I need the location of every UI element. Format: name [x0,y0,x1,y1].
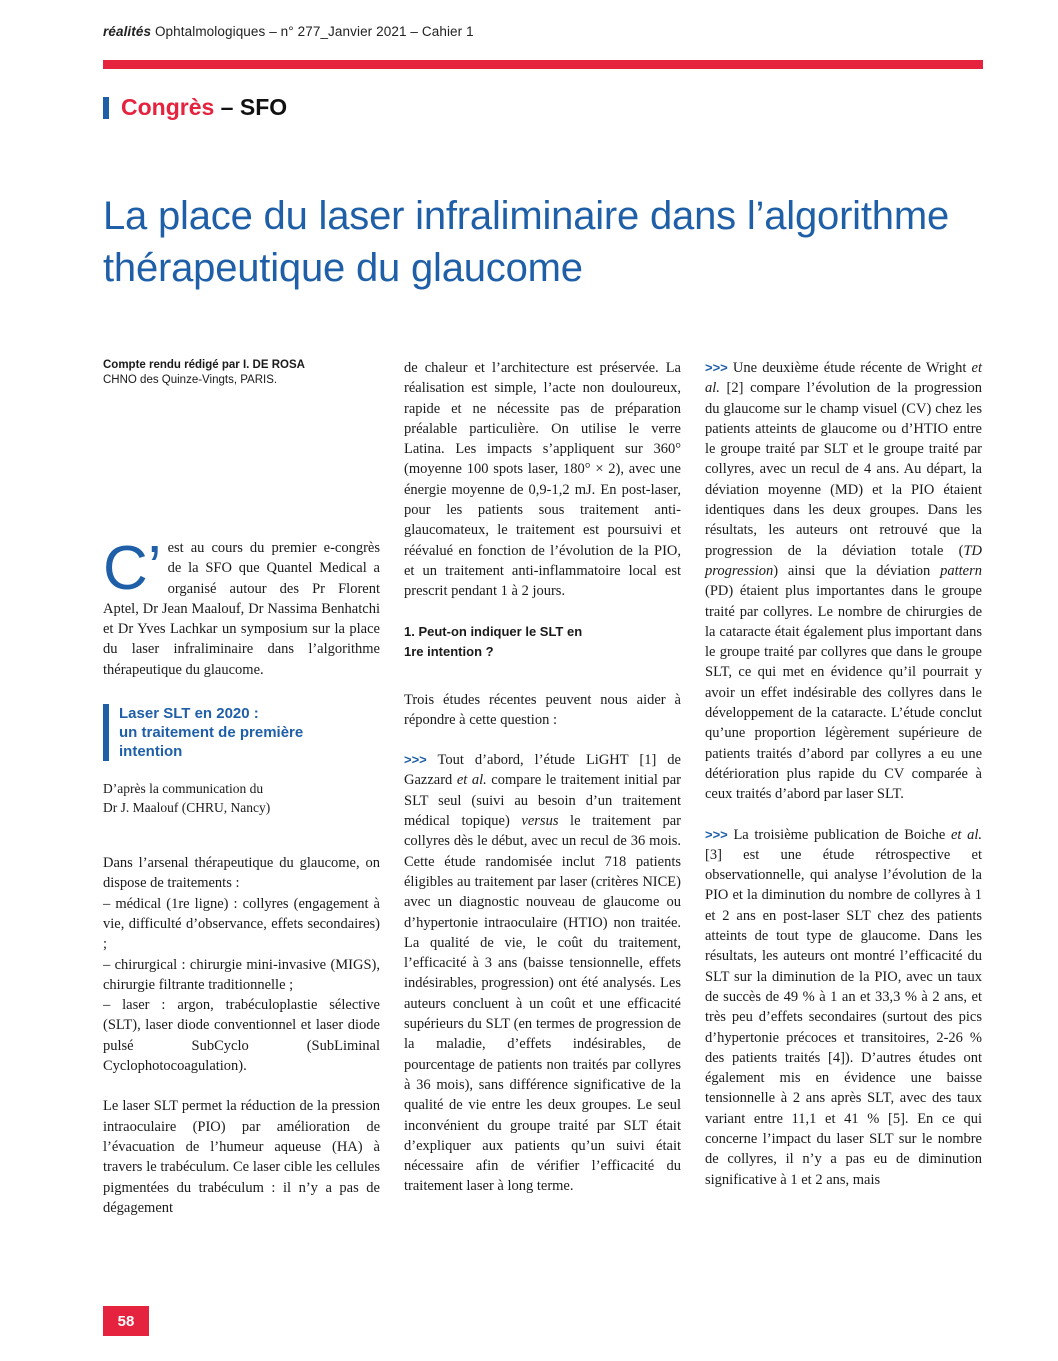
col3-paragraph-2: >>> La troisième publication de Boiche et al. [3] est une étude rétrospective et observationnelle, qui analyse l’évolution de la PIO et la diminution du nombre de collyres à 1 et 2 ans en post-laser SLT chez des patients atteints de tout type de glaucome. Dans les résultats, les auteurs ont montré l’efficacité du SLT sur la diminution de la PIO, avec un taux de succès de 49 % à 1 an et 33,3 % à 2 ans, et très peu d’effets secondaires (surtout des pics d’hypertonie précoces et transitoires, 2-26 % des patients traités [4]). D’autres études ont également mis en évidence une baisse tensionnelle à 2 ans après SLT, avec des taux variant entre 11,1 et 41 % [5]. En ce qui concerne l’impact du laser SLT sur le nombre de collyres, il n’y a pas eu de diminution significative à 1 et 2 ans, mais [705,826,982,1188]
section-marker [103,97,109,119]
byline-author: I. DE ROSA [242,359,305,371]
arrow-marker: >>> [404,752,427,768]
byline-affiliation: CHNO des Quinze-Vingts, PARIS. [103,374,278,386]
subheading-line-2: un traitement de première [119,724,304,742]
col2-paragraph-1: de chaleur et l’architecture est préservée. La réalisation est simple, l’acte non douloureux, rapide et ne nécessite pas de préparation préalable particulière. On utilise le verre Latina. Les impacts s’appliquent sur 360° (moyenne 100 spots laser, 180° × 2), avec une énergie moyenne de 0,9-1,2 mJ. En post-laser, pour les patients sous traitement anti-glaucomateux, le traitement est poursuivi et réévalué en fonction de l’évolution de la PIO, et un traitement anti-inflammatoire local est prescrit pendant 1 à 2 jours. [404,360,681,600]
journal-brand: réalités [103,24,152,39]
arrow-marker: >>> [705,826,728,842]
subheading [103,704,380,761]
running-header [103,24,474,39]
column-1 [103,358,380,1238]
article-title: La place du laser infraliminaire dans l’algorithme thérapeutique du glaucome [103,194,949,290]
col1-paragraph-1: Dans l’arsenal thérapeutique du glaucome, on dispose de traitements : – médical (1re ligne) : collyres (engagement à vie, difficulté d’observance, effets secondaires) ; – chirurgical : chirurgie mini-invasive (MIGS), chirurgie filtrante traditionnelle ; – laser : argon, trabéculoplastie sélective (SLT), laser diode conventionnel et laser diode pulsé SubCyclo (SubLiminal Cyclophotocoagulation). [103,855,380,1075]
col1-paragraph-2: Le laser SLT permet la réduction de la pression intraoculaire (PIO) par amélioration de l’évacuation de l’humeur aqueuse (HA) à travers le trabéculum. Ce laser cible les cellules pigmentées du trabéculum : il n’y a pas de dégagement [103,1098,380,1216]
column-2 [404,358,681,1217]
list-item-laser: – laser : argon, trabéculoplastie sélective (SLT), laser diode conventionnel et laser diode pulsé SubCyclo (SubLiminal Cyclophotocoagulation). [103,997,380,1075]
header-rule [103,60,983,69]
dropcap: C’ [103,534,162,603]
credit-line-1: D’après la communication du [103,781,264,797]
section-separator: – [214,94,240,120]
col3-paragraph-1: >>> Une deuxième étude récente de Wright et al. [2] compare l’évolution de la progression du glaucome sur le champ visuel (CV) chez les patients atteints de glaucome ou d’HTIO entre le groupe traité par SLT et le groupe traité par collyres, avec un recul de 4 ans. Au départ, la déviation moyenne (MD) et la PIO étaient identiques dans les deux groupes. Dans les résultats, les auteurs ont retrouvé que la progression de la déviation totale (TD progression) ainsi que la déviation pattern (PD) étaient plus importantes dans le groupe traité par collyres. Le nombre de chirurgies de la cataracte était également plus important dans le groupe traité par collyres que dans le groupe SLT, ce qui met en évidence qu’il pourrait y avoir un effet indésirable des collyres dans le développement de la cataracte. L’étude conclut qu’une proportion légèrement supérieure de patients traités d’abord par collyres a eu une détérioration plus rapide du CV comparée à ceux traités d’abord par laser SLT. [705,360,982,803]
column-3 [705,358,982,1210]
page-number: 58 [103,1306,149,1336]
arrow-marker: >>> [705,360,728,375]
subheading-line-1: Laser SLT en 2020 : [119,705,259,723]
col2-paragraph-2: Trois études récentes peuvent nous aider à répondre à cette question : [404,691,681,728]
list-item-medical: – médical (1re ligne) : collyres (engagement à vie, difficulté d’observance, effets secondaires) ; [103,895,380,953]
section-event: SFO [239,94,288,120]
credit [103,779,380,817]
section-label [103,94,287,121]
col2-paragraph-3: >>> Tout d’abord, l’étude LiGHT [1] de Gazzard et al. compare le traitement initial par SLT seul (suivi au besoin d’un traitement médical topique) versus le traitement par collyres dès le début, avec un recul de 36 mois. Cette étude randomisée inclut 718 patients éligibles au traitement par laser (critères NICE) avec un diagnostic nouveau de glaucome ou d’hypertonie intraoculaire (HTIO) non traitée. La qualité de vie, le coût du traitement, l’efficacité à 3 ans (baisse tensionnelle, effets indésirables, progression) ont été analysés. Les auteurs concluent à un coût et une efficacité supérieurs du SLT (en termes de progression de la maladie, d’effets indésirables, de pourcentage de patients non traités par collyres à 36 mois), sans différence significative de la qualité de vie entre les deux groupes. Le seul inconvénient du groupe traité par SLT était d’expliquer aux patients qu’un suivi était nécessaire afin de vérifier l’efficacité du traitement laser à long terme. [404,752,681,1195]
byline [103,358,380,388]
intro-text: est au cours du premier e-congrès de la SFO que Quantel Medical a organisé autour des Pr Florent Aptel, Dr Jean Maalouf, Dr Nassima Benhatchi et Dr Yves Lachkar un symposium sur la place du laser infraliminaire dans l’algorithme thérapeutique du glaucome. [103,540,380,678]
intro-paragraph [103,534,380,680]
section-category: Congrès [121,94,215,120]
byline-prefix: Compte rendu rédigé par [103,359,243,371]
subheading-marker [103,704,109,761]
list-item-surgical: – chirurgical : chirurgie mini-invasive (MIGS), chirurgie filtrante traditionnelle ; [103,956,380,993]
numbered-heading: 1. Peut-on indiquer le SLT en 1re intention ? [404,623,583,659]
subheading-line-3: intention [119,743,183,761]
credit-line-2: Dr J. Maalouf (CHRU, Nancy) [103,800,271,816]
issue-info: Ophtalmologiques – n° 277_Janvier 2021 – Cahier 1 [151,24,474,39]
